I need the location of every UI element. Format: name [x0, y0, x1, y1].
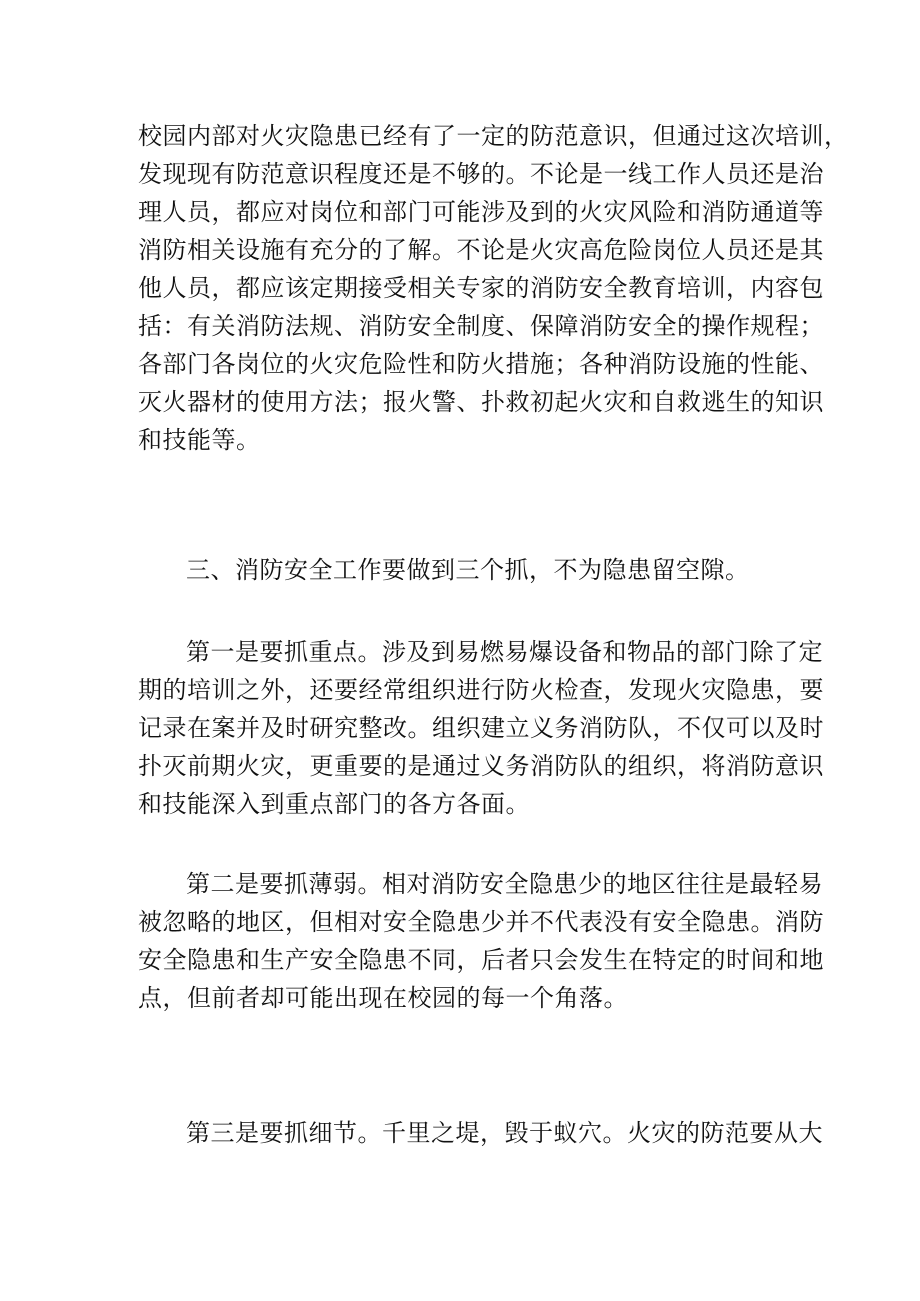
paragraph-line: 扑灭前期火灾，更重要的是通过义务消防队的组织，将消防意识	[138, 752, 824, 780]
paragraph-line: 期的培训之外，还要经常组织进行防火检查，发现火灾隐患，要	[138, 676, 824, 704]
paragraph-line: 理人员，都应对岗位和部门可能涉及到的火灾风险和消防通道等	[138, 198, 824, 226]
paragraph-line: 括：有关消防法规、消防安全制度、保障消防安全的操作规程；	[138, 312, 824, 340]
paragraph-line: 发现现有防范意识程度还是不够的。不论是一线工作人员还是治	[138, 160, 824, 188]
paragraph-line: 第一是要抓重点。涉及到易燃易爆设备和物品的部门除了定	[186, 638, 823, 666]
paragraph-line: 第三是要抓细节。千里之堤，毁于蚁穴。火灾的防范要从大	[186, 1119, 823, 1147]
paragraph-line: 各部门各岗位的火灾危险性和防火措施；各种消防设施的性能、	[138, 350, 824, 378]
paragraph-line: 消防相关设施有充分的了解。不论是火灾高危险岗位人员还是其	[138, 236, 824, 264]
paragraph-line: 校园内部对火灾隐患已经有了一定的防范意识，但通过这次培训，	[138, 122, 849, 150]
paragraph-line: 他人员，都应该定期接受相关专家的消防安全教育培训，内容包	[138, 274, 824, 302]
paragraph-line: 第二是要抓薄弱。相对消防安全隐患少的地区往往是最轻易	[186, 870, 823, 898]
paragraph-line: 和技能等。	[138, 426, 261, 454]
paragraph-line: 灭火器材的使用方法；报火警、扑救初起火灾和自救逃生的知识	[138, 388, 824, 416]
heading-line: 三、消防安全工作要做到三个抓，不为隐患留空隙。	[186, 556, 750, 584]
section-heading-three	[138, 551, 798, 589]
paragraph-line: 被忽略的地区，但相对安全隐患少并不代表没有安全隐患。消防	[138, 908, 824, 936]
paragraph-line: 记录在案并及时研究整改。组织建立义务消防队，不仅可以及时	[138, 714, 824, 742]
paragraph-line: 点，但前者却可能出现在校园的每一个角落。	[138, 984, 628, 1012]
paragraph-line: 和技能深入到重点部门的各方各面。	[138, 790, 530, 818]
paragraph-key-points	[138, 633, 824, 823]
paragraph-line: 安全隐患和生产安全隐患不同，后者只会发生在特定的时间和地	[138, 946, 824, 974]
paragraph-fire-awareness	[138, 117, 849, 459]
paragraph-details	[138, 1114, 823, 1152]
paragraph-weak-points	[138, 865, 824, 1017]
